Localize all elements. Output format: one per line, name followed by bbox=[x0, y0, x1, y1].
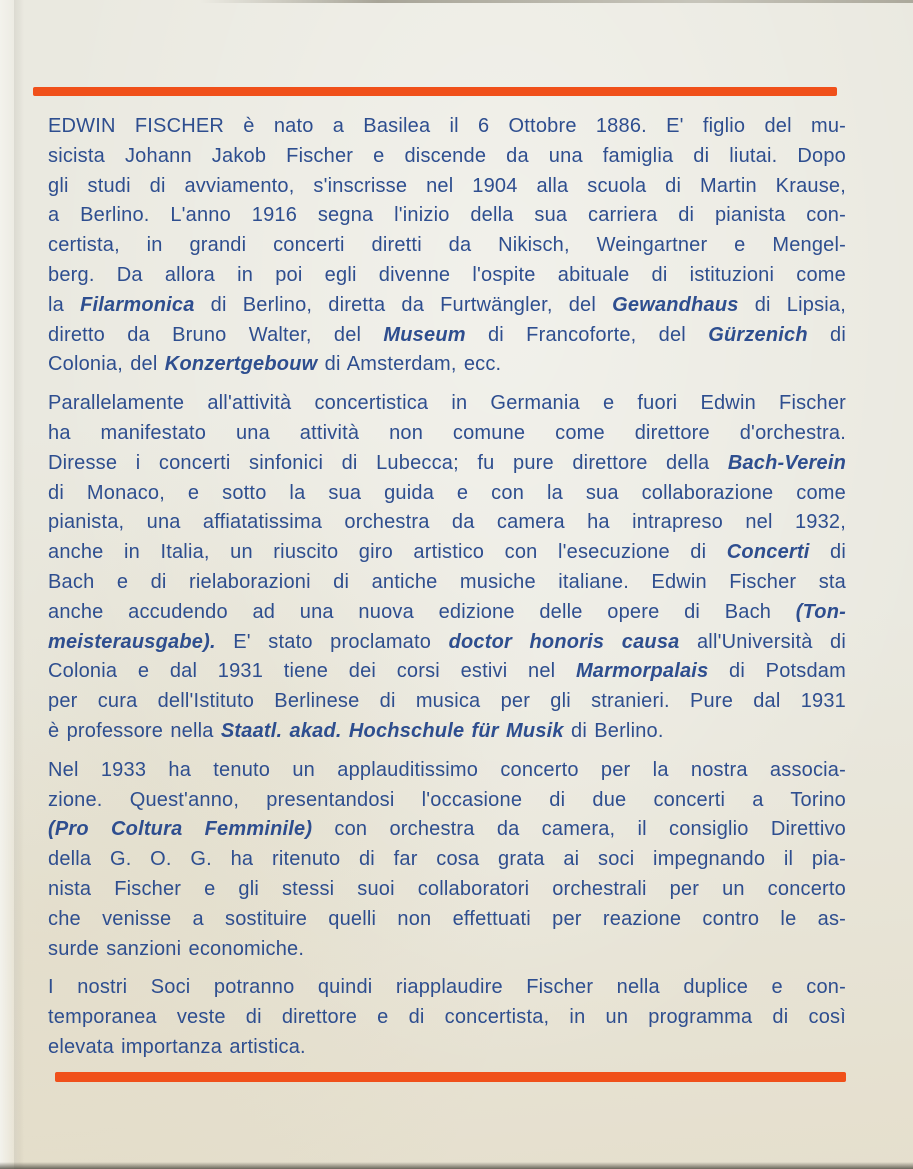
body-text: Nel 1933 ha tenuto un applauditissimo concerto per la nostra associa- bbox=[48, 758, 846, 781]
body-text: pianista, una affiatatissima orchestra da camera ha intrapreso nel 1932, bbox=[48, 511, 846, 534]
body-text: nista Fischer e gli stessi suoi collaboratori orchestrali per un concerto bbox=[48, 877, 846, 900]
body-text: della G. O. G. ha ritenuto di far cosa grata ai soci impegnando il pia- bbox=[48, 848, 846, 871]
body-text: Colonia, del bbox=[48, 353, 165, 376]
emphasis-text: Staatl. akad. Hochschule für Musik bbox=[220, 719, 564, 742]
emphasis-text: Bach-Verein bbox=[727, 451, 846, 474]
text-line bbox=[48, 479, 846, 509]
emphasis-text: Gewandhaus bbox=[612, 293, 739, 316]
text-line bbox=[48, 261, 846, 291]
body-text: di Berlino. bbox=[563, 719, 664, 742]
scan-edge-bottom bbox=[0, 1162, 913, 1169]
text-line bbox=[48, 1033, 846, 1063]
text-line bbox=[48, 973, 846, 1003]
body-text: certista, in grandi concerti diretti da Nikisch, Weingartner e Mengel- bbox=[48, 234, 846, 257]
text-block bbox=[48, 112, 846, 1072]
body-text: anche in Italia, un riuscito giro artistico con l'esecuzione di bbox=[48, 541, 727, 564]
body-text: Colonia e dal 1931 tiene dei corsi estivi nel bbox=[48, 660, 576, 683]
body-text: di Francoforte, del bbox=[465, 323, 709, 346]
body-text: gli studi di avviamento, s'inscrisse nel 1904 alla scuola di Martin Krause, bbox=[48, 174, 846, 197]
paragraph bbox=[48, 973, 846, 1062]
text-line bbox=[48, 201, 846, 231]
text-line bbox=[48, 291, 846, 321]
text-line bbox=[48, 449, 846, 479]
body-text: all'Università di bbox=[679, 630, 846, 653]
body-text: è professore nella bbox=[48, 719, 221, 742]
text-line bbox=[48, 538, 846, 568]
text-line bbox=[48, 598, 846, 628]
text-line bbox=[48, 508, 846, 538]
text-line bbox=[48, 419, 846, 449]
text-line bbox=[48, 815, 846, 845]
body-text: EDWIN FISCHER è nato a Basilea il 6 Ottobre 1886. E' figlio del mu- bbox=[48, 115, 846, 137]
text-line bbox=[48, 112, 846, 142]
body-text: di bbox=[809, 541, 846, 564]
scan-edge-top bbox=[200, 0, 913, 3]
emphasis-text: Marmorpalais bbox=[575, 660, 709, 683]
top-rule bbox=[33, 87, 837, 96]
text-line bbox=[48, 717, 846, 747]
body-text: berg. Da allora in poi egli divenne l'ospite abituale di istituzioni come bbox=[48, 263, 846, 286]
body-text: diretto da Bruno Walter, del bbox=[48, 323, 384, 346]
body-text: di Lipsia, bbox=[738, 293, 846, 316]
text-line bbox=[48, 321, 846, 351]
emphasis-text: (Pro Coltura Femminile) bbox=[48, 818, 313, 841]
text-line bbox=[48, 142, 846, 172]
paragraph bbox=[48, 112, 846, 380]
emphasis-text: Konzertgebouw bbox=[164, 353, 318, 376]
text-line bbox=[48, 628, 846, 658]
text-line bbox=[48, 905, 846, 935]
text-line bbox=[48, 657, 846, 687]
body-text: sicista Johann Jakob Fischer e discende da una famiglia di liutai. Dopo bbox=[48, 144, 846, 167]
text-line bbox=[48, 231, 846, 261]
body-text: Bach e di rielaborazioni di antiche musiche italiane. Edwin Fischer sta bbox=[48, 570, 846, 593]
body-text: di Potsdam bbox=[708, 660, 846, 683]
body-text: di Berlino, diretta da Furtwängler, del bbox=[194, 293, 613, 316]
emphasis-text: Gürzenich bbox=[708, 323, 808, 346]
body-text: che venisse a sostituire quelli non effettuati per reazione contro le as- bbox=[48, 907, 846, 930]
body-text: elevata importanza artistica. bbox=[48, 1035, 306, 1058]
body-text: di Amsterdam, ecc. bbox=[317, 353, 502, 376]
emphasis-text: (Ton- bbox=[795, 600, 846, 623]
text-line bbox=[48, 172, 846, 202]
text-line bbox=[48, 756, 846, 786]
emphasis-text: Concerti bbox=[726, 541, 810, 564]
body-text: zione. Quest'anno, presentandosi l'occasione di due concerti a Torino bbox=[48, 788, 846, 811]
body-text: ha manifestato una attività non comune come direttore d'orchestra. bbox=[48, 421, 846, 444]
body-text: anche accudendo ad una nuova edizione delle opere di Bach bbox=[48, 600, 796, 623]
body-text: a Berlino. L'anno 1916 segna l'inizio della sua carriera di pianista con- bbox=[48, 204, 846, 227]
emphasis-text: Museum bbox=[383, 323, 466, 346]
body-text: Diresse i concerti sinfonici di Lubecca; fu pure direttore della bbox=[48, 451, 728, 474]
bottom-rule bbox=[55, 1072, 846, 1082]
body-text: di bbox=[807, 323, 846, 346]
text-line bbox=[48, 389, 846, 419]
paragraph bbox=[48, 389, 846, 747]
body-text: di Monaco, e sotto la sua guida e con la sua collaborazione come bbox=[48, 481, 846, 504]
paragraph bbox=[48, 756, 846, 965]
emphasis-text: meisterausgabe). bbox=[48, 630, 216, 653]
body-text: E' stato proclamato bbox=[215, 630, 449, 653]
text-line bbox=[48, 845, 846, 875]
text-line bbox=[48, 350, 846, 380]
body-text: I nostri Soci potranno quindi riapplaudire Fischer nella duplice e con- bbox=[48, 976, 846, 999]
text-line bbox=[48, 568, 846, 598]
text-line bbox=[48, 935, 846, 965]
emphasis-text: Filarmonica bbox=[80, 293, 195, 316]
scan-edge-left-shadow bbox=[14, 0, 24, 1169]
text-line bbox=[48, 1003, 846, 1033]
text-line bbox=[48, 786, 846, 816]
body-text: surde sanzioni economiche. bbox=[48, 937, 305, 960]
body-text: con orchestra da camera, il consiglio Direttivo bbox=[312, 818, 846, 841]
body-text: temporanea veste di direttore e di concertista, in un programma di così bbox=[48, 1006, 846, 1029]
emphasis-text: doctor honoris causa bbox=[448, 630, 680, 653]
body-text: la bbox=[48, 293, 81, 316]
text-line bbox=[48, 687, 846, 717]
body-text: Parallelamente all'attività concertistica in Germania e fuori Edwin Fischer bbox=[48, 392, 846, 415]
body-text: per cura dell'Istituto Berlinese di musica per gli stranieri. Pure dal 1931 bbox=[48, 690, 846, 713]
text-line bbox=[48, 875, 846, 905]
